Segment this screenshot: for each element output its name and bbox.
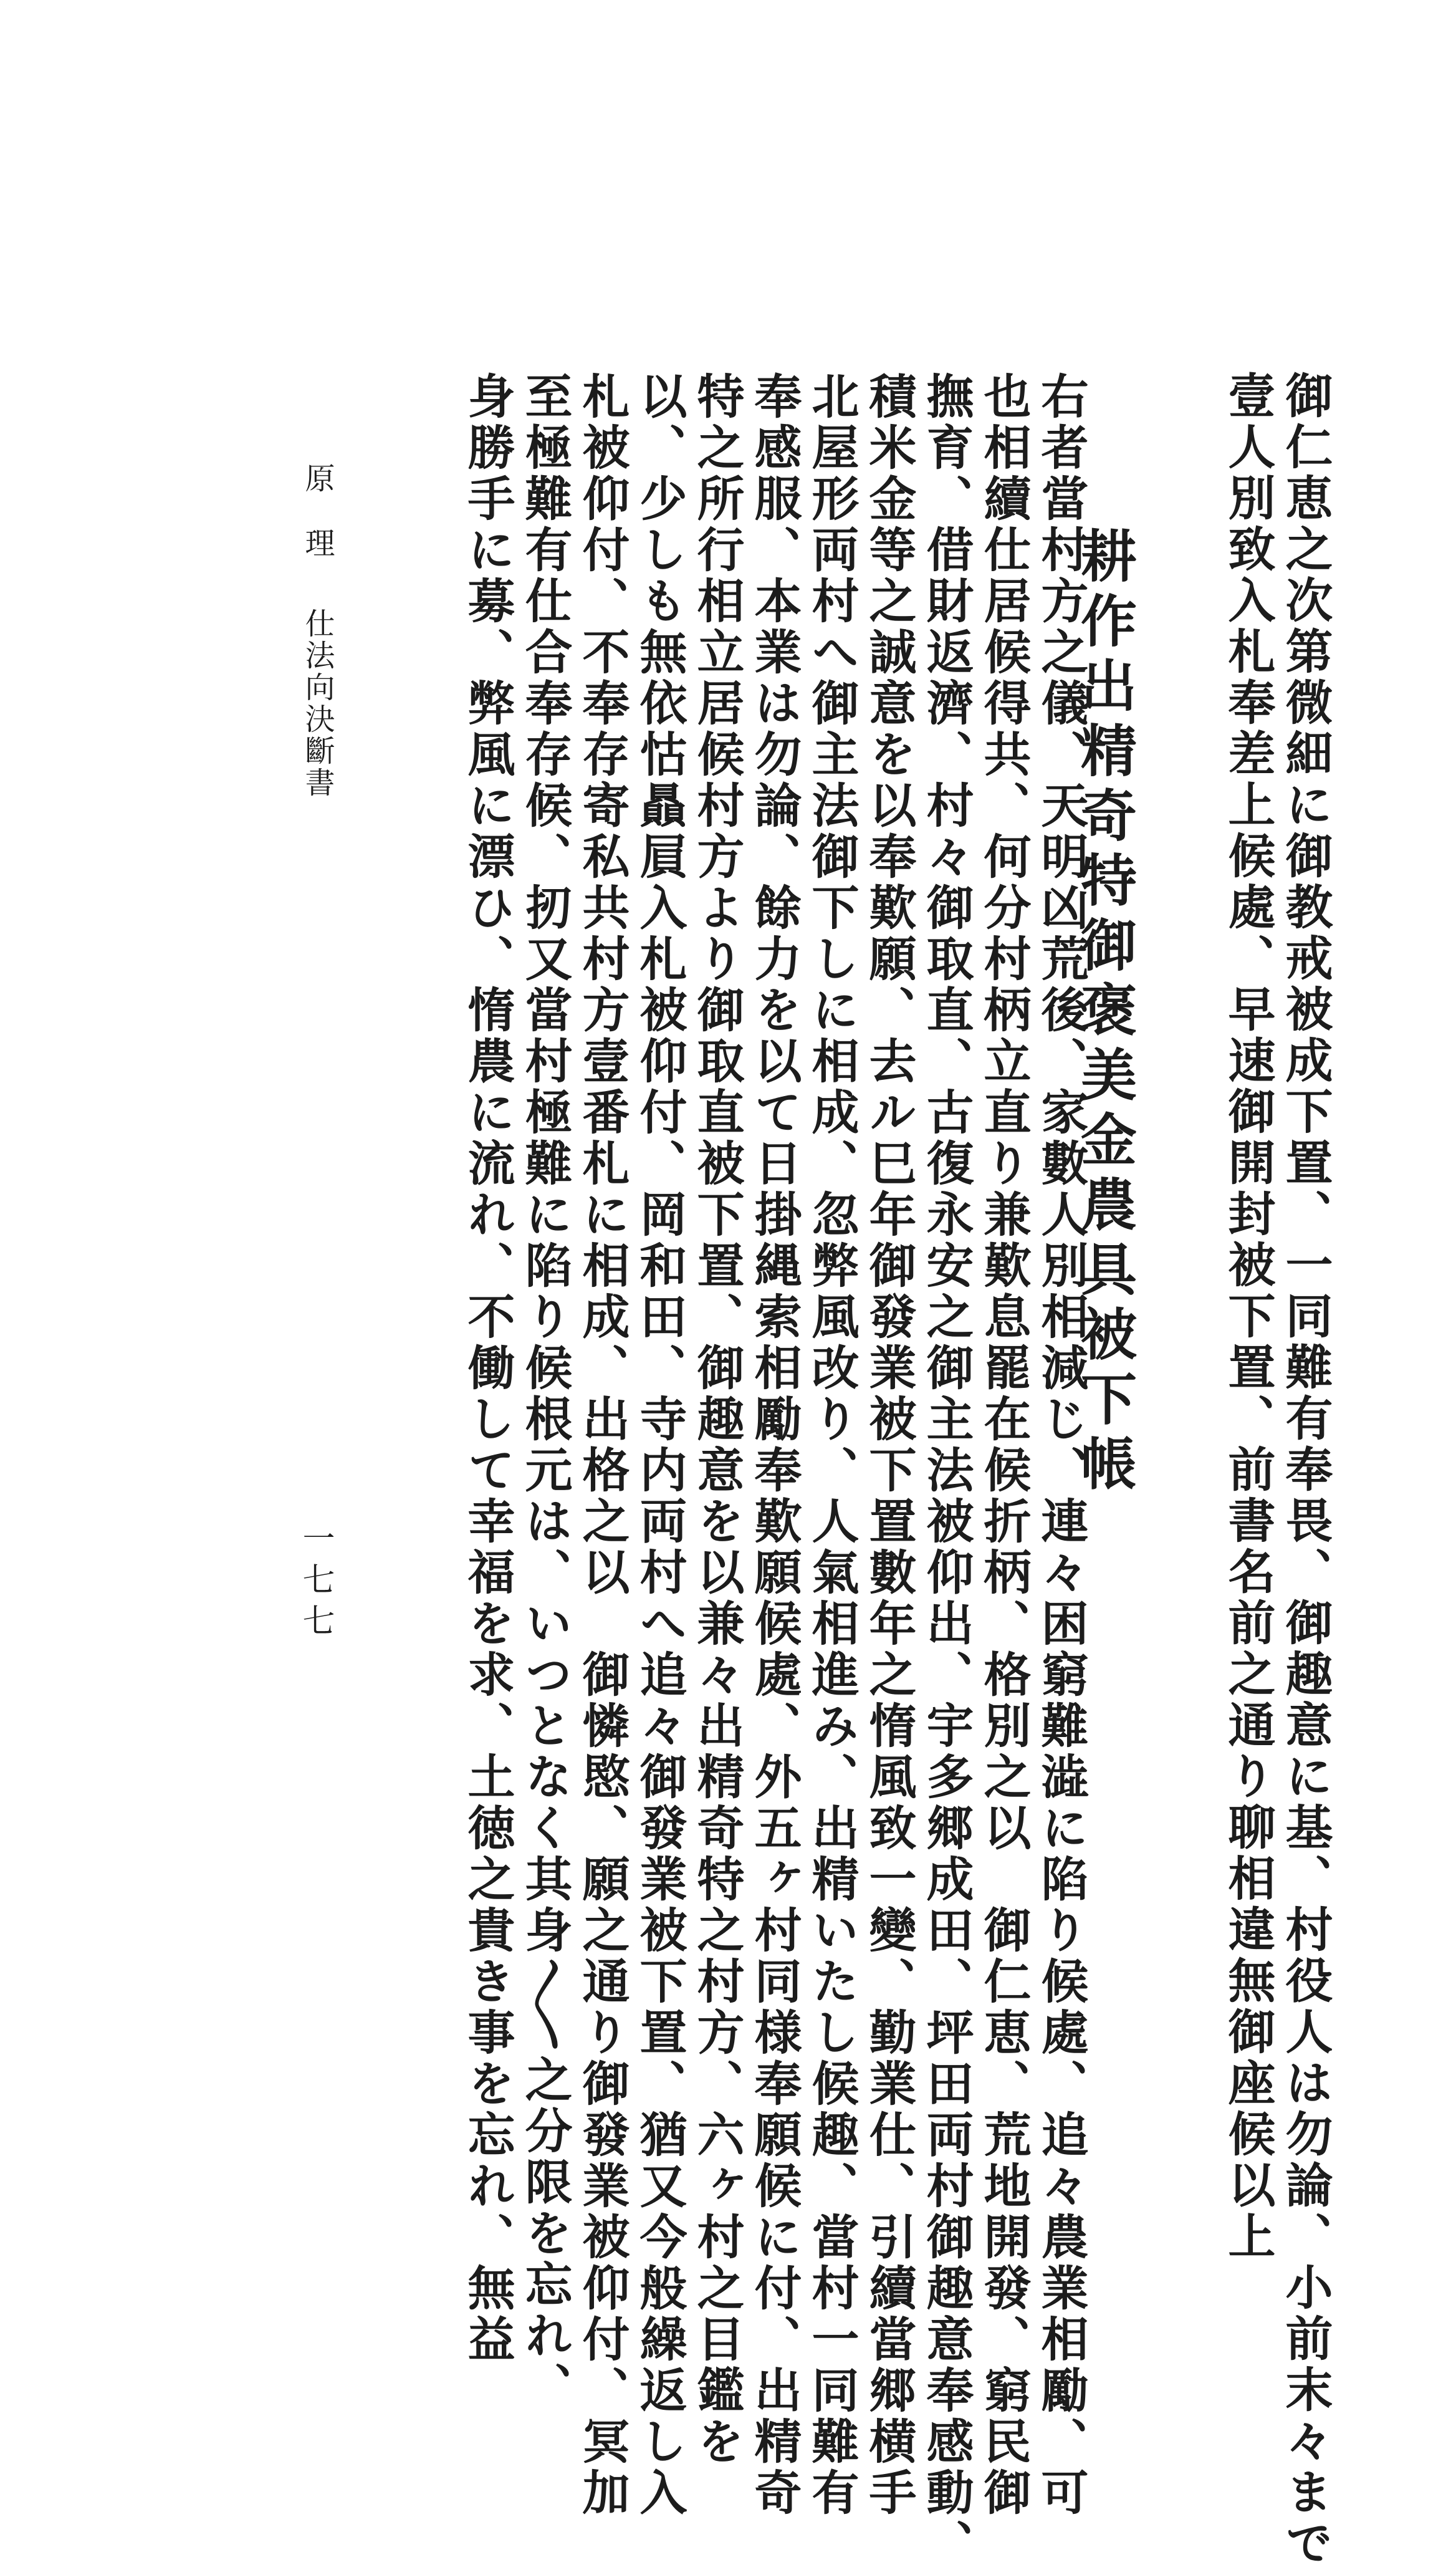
text-line: 壹人別致入札奉差上候處、早速御開封被下置、前書名前之通り聊相違無御座候以上: [1220, 371, 1276, 2263]
text-line: 御仁恵之次第微細に御教戒被成下置、一同難有奉畏、御趣意に基、村役人は勿論、小前末々まで: [1278, 371, 1333, 2569]
text-line: 北屋形両村へ御主法御下しに相成、忽弊風改り、人氣相進み、出精いたし候趣、當村一同難有: [804, 372, 860, 2519]
document-title: 耕作出精奇特御褒美金農具被下帳: [1071, 527, 1137, 1499]
running-head-subtitle: 仕法向決斷書: [300, 608, 335, 799]
text-line: 以、少しも無依怙贔屓入札被仰付、岡和田、寺内両村へ追々御發業被下置、猶又今般繰返し入: [632, 372, 687, 2519]
text-line: 至極難有仕合奉存候、扨又當村極難に陷り候根元は、いつとなく其身〳〵之分限を忘れ、: [517, 372, 573, 2413]
text-line: 身勝手に募、弊風に漂ひ、惰農に流れ、不働して幸福を求、土徳之貴き事を忘れ、無益: [460, 372, 515, 2365]
intro-paragraph: [1219, 371, 1334, 2569]
text-line: 右者當村方之儀、天明凶荒後、家數人別相減じ、連々困窮難澁に陷り候處、追々農業相勵、可: [1033, 372, 1089, 2519]
page-number: 一七七: [297, 1521, 334, 1645]
running-head-section: 原 理: [300, 463, 335, 560]
text-line: 札被仰付、不奉存寄私共村方壹番札に相成、出格之以 御憐愍、願之通り御發業被仰付、冥加: [575, 372, 630, 2519]
text-line: 特之所行相立居候村方より御取直被下置、御趣意を以兼々出精奇特之村方、六ヶ村之目鑑を: [689, 372, 745, 2468]
body-paragraph: [459, 372, 1090, 2570]
text-line: 也相續仕居候得共、何分村柄立直り兼歎息罷在候折柄、格別之以 御仁恵、荒地開發、窮民御: [976, 372, 1032, 2519]
text-line: 積米金等之誠意を以奉歎願、去ル巳年御發業被下置數年之惰風致一變、勤業仕、引續當郷横手: [861, 372, 917, 2519]
text-line: 撫育、借財返濟、村々御取直、古復永安之御主法被仰出、宇多郷成田、坪田両村御趣意奉感動、: [919, 372, 974, 2570]
text-line: 奉感服、本業は勿論、餘力を以て日掛縄索相勵奉歎願候處、外五ヶ村同様奉願候に付、出精奇: [747, 372, 802, 2519]
